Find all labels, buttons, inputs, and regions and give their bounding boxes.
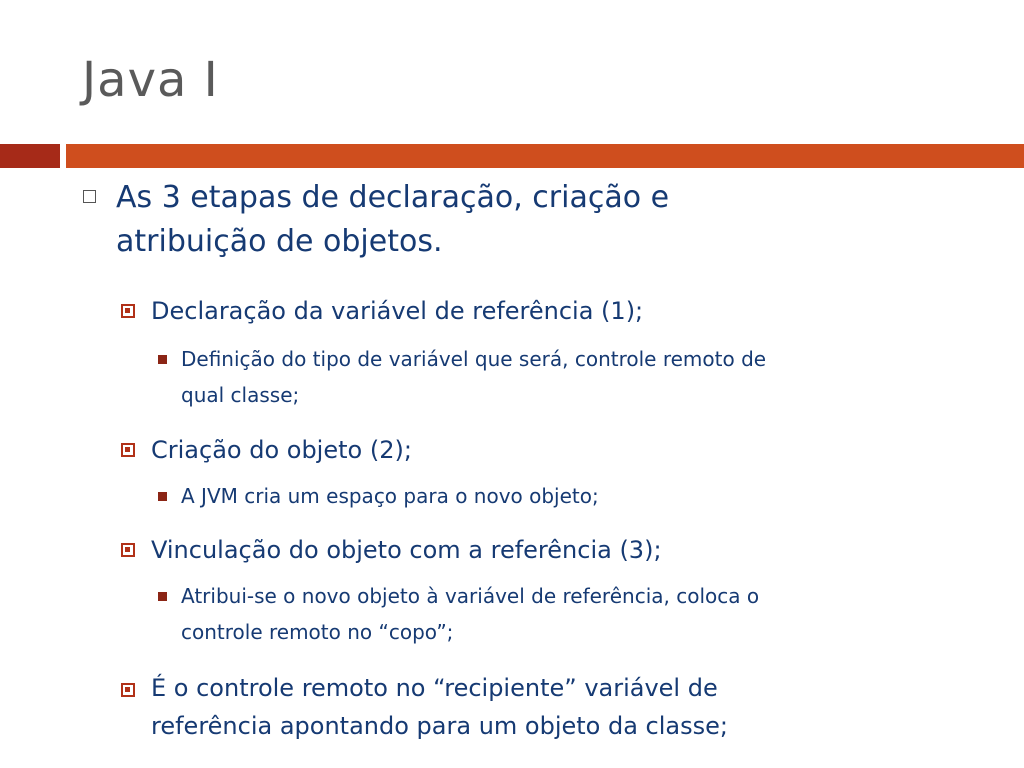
framed-square-icon [121,683,135,697]
bullet-line: É o controle remoto no “recipiente” variável de [151,674,718,702]
framed-square-icon [121,304,135,318]
bullet-line: qual classe; [181,383,300,407]
bullet-level1 [116,176,876,264]
bullet-line: Definição do tipo de variável que será, controle remoto de [181,347,767,371]
bullet-level2: Criação do objeto (2); [151,436,412,464]
slide-title: Java I [82,52,219,108]
filled-square-icon [158,492,167,501]
bullet-level3 [181,341,961,413]
bullet-level3 [181,578,961,650]
bullet-line: atribuição de objetos. [116,224,443,259]
bullet-level3: A JVM cria um espaço para o novo objeto; [181,484,599,508]
filled-square-icon [158,355,167,364]
framed-square-icon [121,443,135,457]
bullet-line: referência apontando para um objeto da classe; [151,712,728,740]
framed-square-icon [121,543,135,557]
bullet-level2 [151,669,1001,745]
bullet-line: controle remoto no “copo”; [181,620,454,644]
header-bar [66,144,1024,168]
filled-square-icon [158,592,167,601]
bullet-level2: Declaração da variável de referência (1); [151,297,644,325]
bullet-line: Atribui-se o novo objeto à variável de referência, coloca o [181,584,760,608]
bullet-level2: Vinculação do objeto com a referência (3); [151,536,662,564]
bullet-line: As 3 etapas de declaração, criação e [116,180,670,215]
hollow-square-icon [83,190,96,203]
header-bar-accent [0,144,60,168]
